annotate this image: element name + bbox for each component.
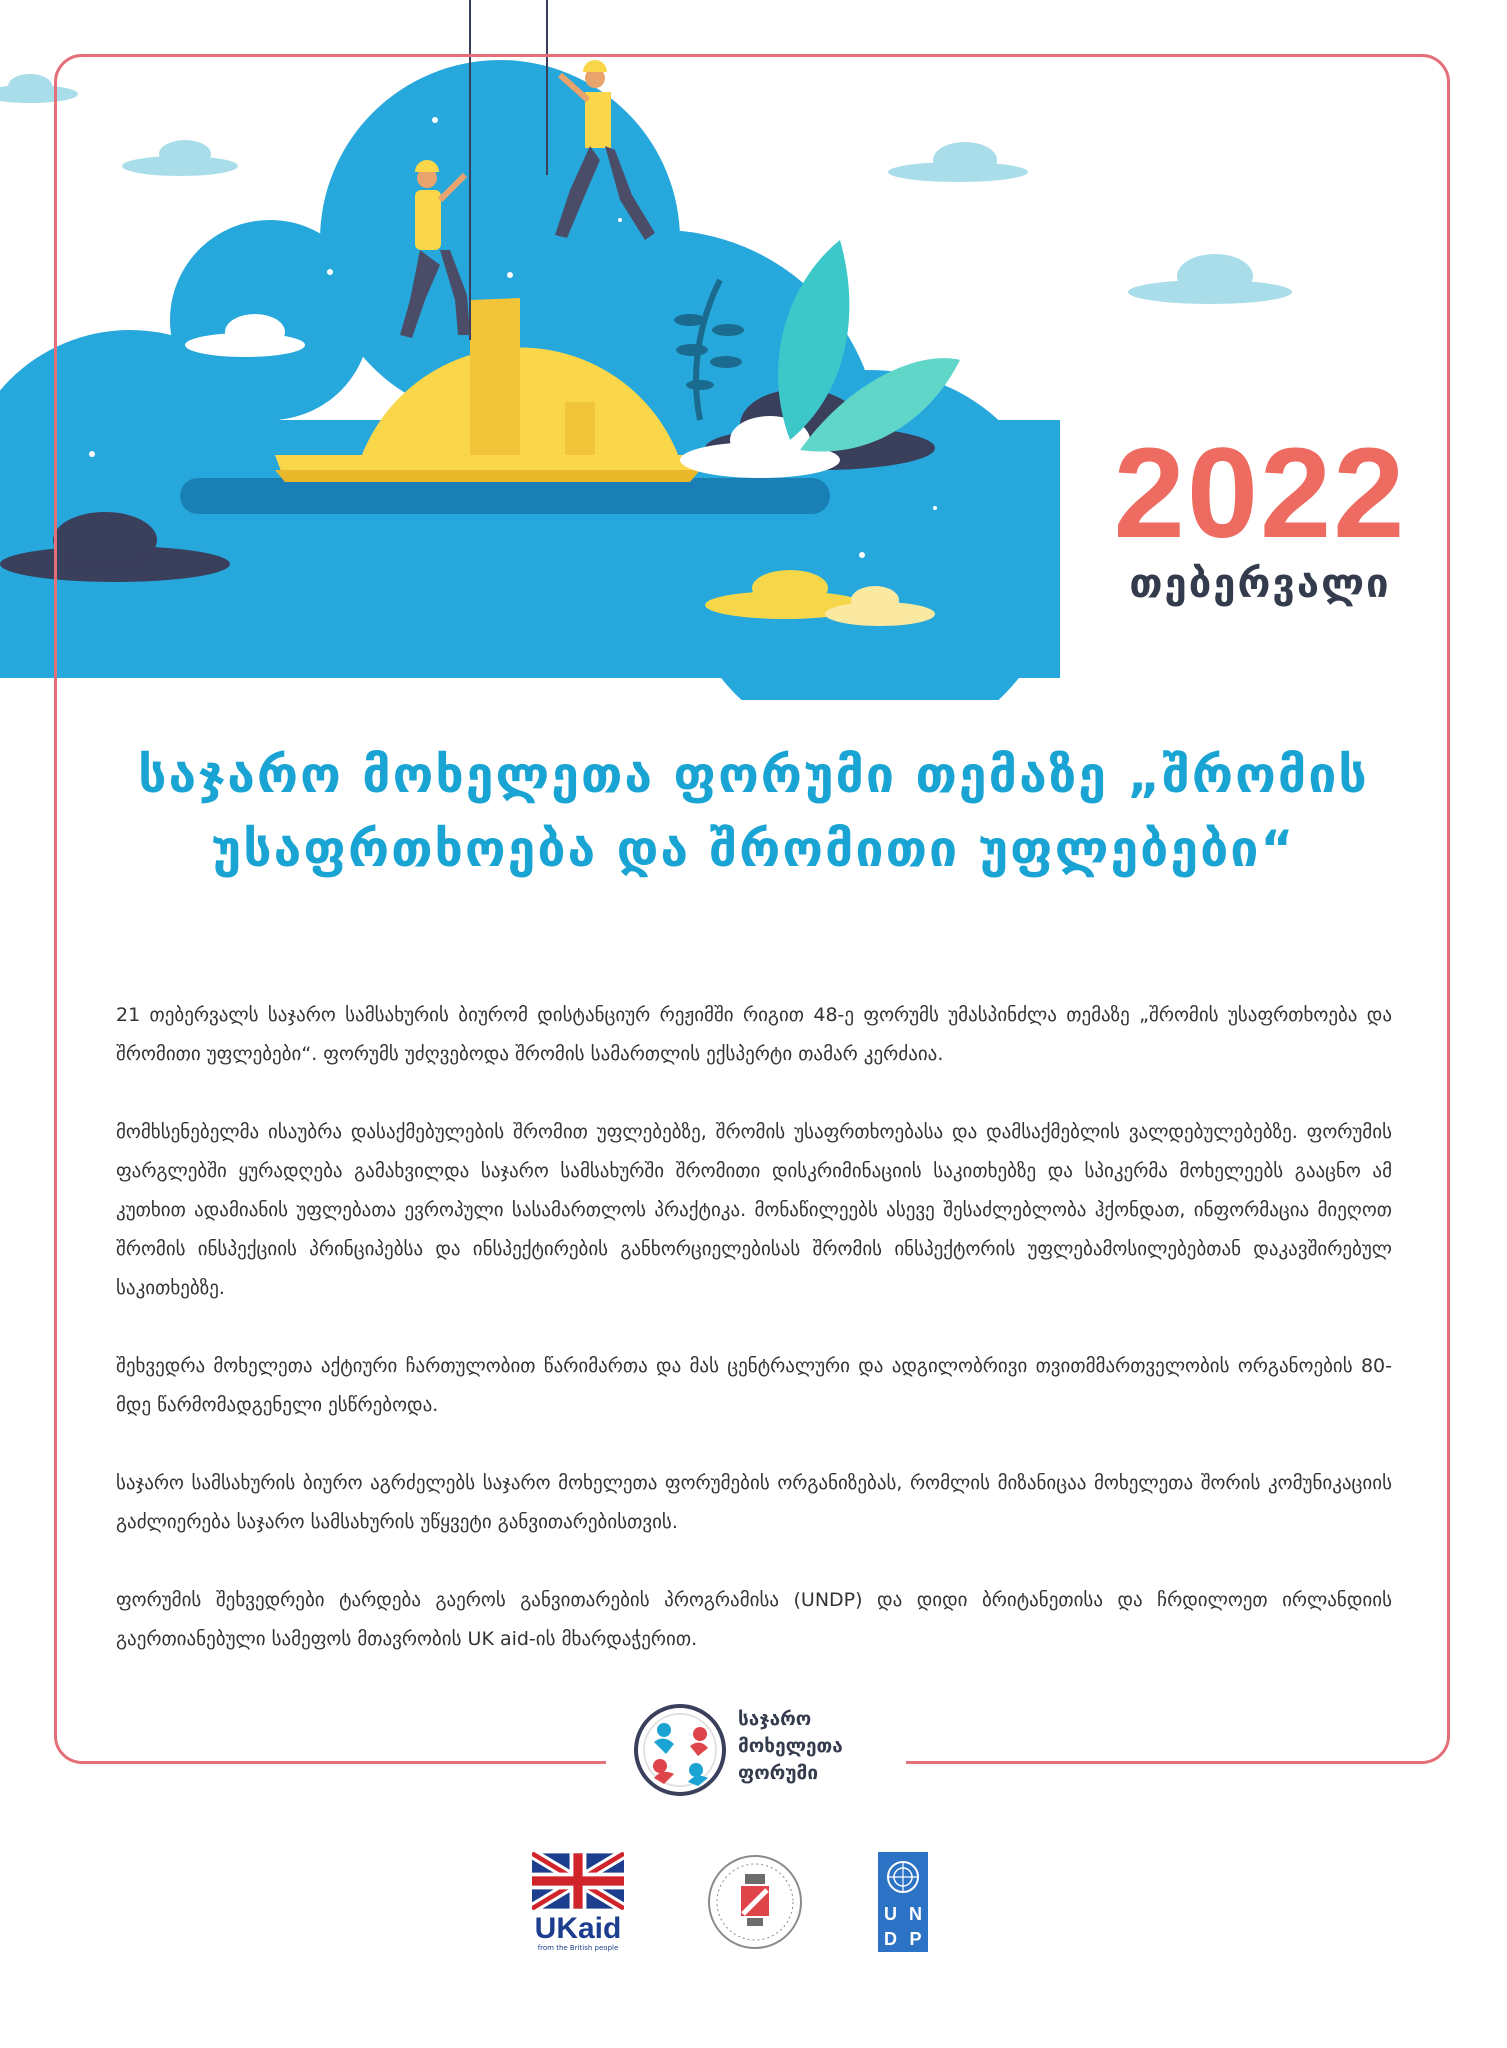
paragraph: მომხსენებელმა ისაუბრა დასაქმებულების შრომით უფლებებზე, შრომის უსაფრთხოებასა და დამსაქმებლის ვალდებულებებზე. ფორუმის ფარგლებში ყურადღება გამახვილდა საჯარო სამსახურში შრომითი დისკრიმინაციის საკითხებზე და სპიკერმა მოხელეებს გააცნო ამ კუთხით ადამიანის უფლებათა ევროპული სასამართლოს პრაქტიკა. მონაწილეებს ასევე შესაძლებლობა ჰქონდათ, ინფორმაცია მიეღოთ შრომის ინსპექციის პრინციპებსა და ინსპექტირების განხორციელებისას შრომის ინსპექტორის უფლებამოსილებებთან დაკავშირებულ საკითხებზე. [116, 1121, 1392, 1299]
undp-logo [878, 1848, 928, 1958]
month-label: თებერვალი [1129, 561, 1391, 607]
bureau-logo [700, 1848, 810, 1958]
paragraph: 21 თებერვალს საჯარო სამსახურის ბიურომ დისტანციურ რეჟიმში რიგით 48-ე ფორუმს უმასპინძლა თემაზე „შრომის უსაფრთხოება და შრომითი უფლებები“. ფორუმს უძღვებოდა შრომის სამართლის ექსპერტი თამარ კერძაია. [116, 1004, 1392, 1065]
ukaid-logo [532, 1848, 624, 1958]
undp-letter: N [909, 1904, 922, 1924]
undp-letter: U [884, 1904, 897, 1924]
year-badge: 2022 [1113, 422, 1407, 565]
forum-logo-line: ფორუმი [738, 1762, 819, 1784]
paragraph: საჯარო სამსახურის ბიურო აგრძელებს საჯარო მოხელეთა ფორუმების ორგანიზებას, რომლის მიზანიცაა მოხელეთა შორის კომუნიკაციის გაძლიერება საჯარო სამსახურის უწყვეტი განვითარებისთვის. [116, 1472, 1392, 1533]
article-body [116, 996, 1392, 1698]
civil-service-bureau-seal-icon [705, 1852, 805, 1952]
forum-logo-line: მოხელეთა [738, 1735, 843, 1757]
page-title: საჯარო მოხელეთა ფორუმი თემაზე „შრომის უსაფრთხოება და შრომითი უფლებები“ [138, 746, 1369, 878]
undp-letter: D [884, 1929, 897, 1949]
ukaid-wordmark: UKaid [534, 1912, 622, 1945]
union-jack-flag-icon [532, 1852, 624, 1910]
partner-logos [500, 1848, 1060, 1958]
paragraph: ფორუმის შეხვედრები ტარდება გაეროს განვითარების პროგრამისა (UNDP) და დიდი ბრიტანეთისა და ჩრდილოეთ ირლანდიის გაერთიანებული სამეფოს მთავრობის UK aid-ის მხარდაჭერით. [116, 1589, 1392, 1650]
ukaid-tagline: from the British people [537, 1944, 619, 1952]
forum-logo-text [738, 1706, 843, 1787]
forum-logo [634, 1700, 914, 1800]
un-emblem-icon [878, 1852, 928, 1902]
forum-logo-line: საჯარო [738, 1708, 812, 1730]
people-circle-icon [634, 1704, 726, 1796]
undp-letter: P [909, 1929, 922, 1949]
paragraph: შეხვედრა მოხელეთა აქტიური ჩართულობით წარიმართა და მას ცენტრალური და ადგილობრივი თვითმმართველობის ორგანოების 80-მდე წარმომადგენელი ესწრებოდა. [116, 1355, 1392, 1416]
undp-box [878, 1852, 928, 1952]
